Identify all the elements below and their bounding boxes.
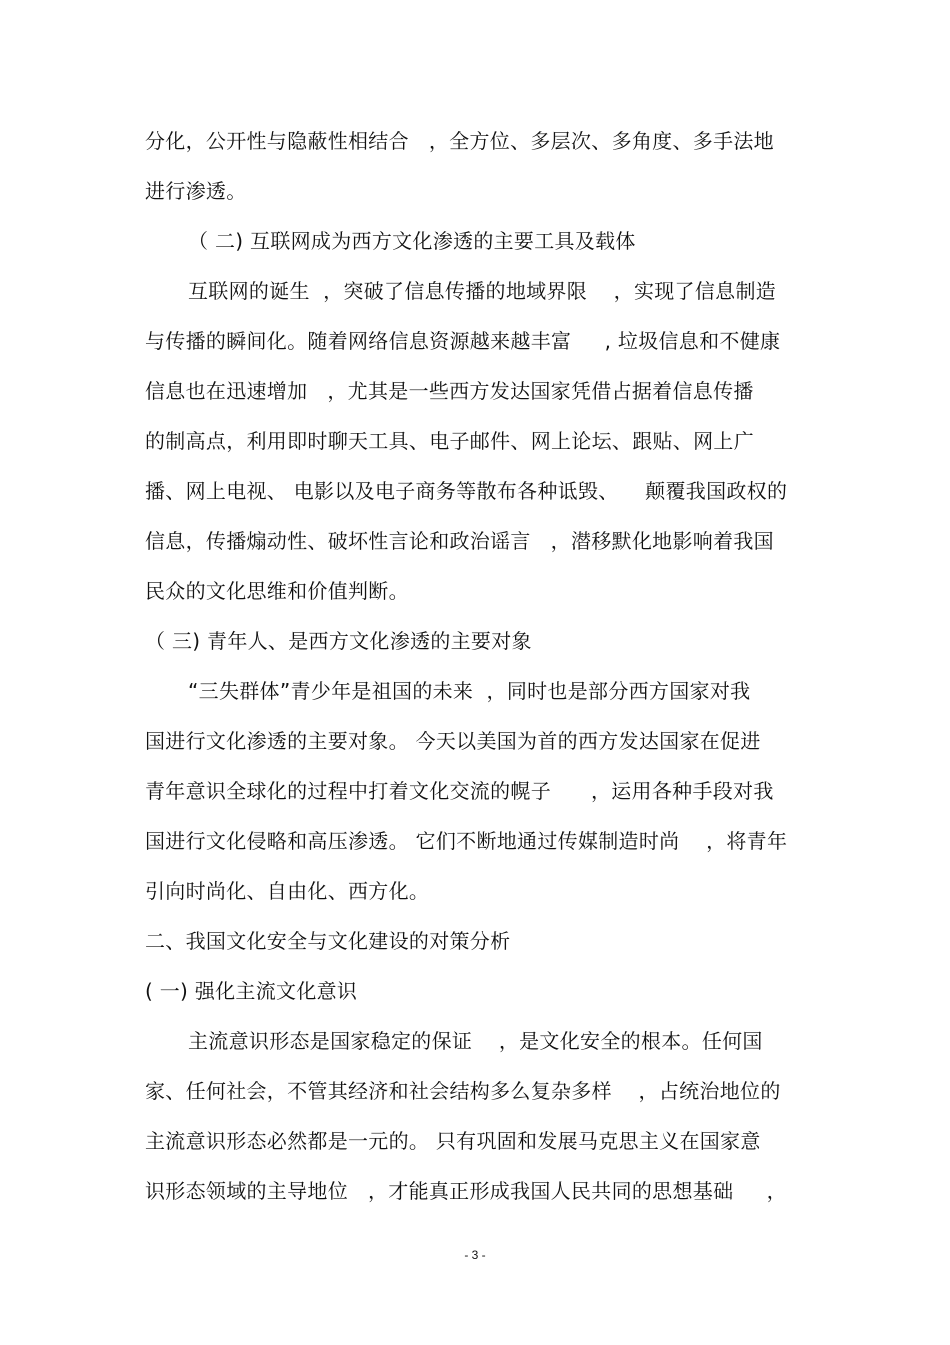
text-line-12: “三失群体”青少年是祖国的未来 ，同时也是部分西方国家对我: [188, 679, 751, 703]
text-line-10: 民众的文化思维和价值判断。: [145, 579, 409, 603]
text-line-19: 主流意识形态是国家稳定的保证 ，是文化安全的根本。任何国: [188, 1029, 763, 1053]
text-line-1: 分化，公开性与隐蔽性相结合 ，全方位、多层次、多角度、多手法地: [145, 129, 774, 153]
text-line-6: 信息也在迅速增加 ，尤其是一些西方发达国家凭借占据着信息传播: [145, 379, 754, 403]
text-line-4: 互联网的诞生 ，突破了信息传播的地域界限 ，实现了信息制造: [188, 279, 777, 303]
text-line-8: 播、网上电视、 电影以及电子商务等散布各种诋毁、 颠覆我国政权的: [145, 479, 788, 503]
text-line-9: 信息，传播煽动性、破坏性言论和政治谣言 ，潜移默化地影响着我国: [145, 529, 774, 553]
text-line-2: 进行渗透。: [145, 179, 247, 203]
text-line-5: 与传播的瞬间化。随着网络信息资源越来越丰富 , 垃圾信息和不健康: [145, 329, 781, 353]
text-line-14: 青年意识全球化的过程中打着文化交流的幌子 ，运用各种手段对我: [145, 779, 774, 803]
text-line-22: 识形态领域的主导地位 ，才能真正形成我国人民共同的思想基础 ，: [145, 1179, 787, 1203]
chapter-heading: 二、我国文化安全与文化建设的对策分析: [145, 929, 511, 953]
text-line-16: 引向时尚化、自由化、西方化。: [145, 879, 430, 903]
text-line-7: 的制高点，利用即时聊天工具、电子邮件、网上论坛、跟贴、网上广: [145, 429, 754, 453]
section-heading-1: ( 一) 强化主流文化意识: [145, 979, 358, 1003]
section-heading-2: （ 二) 互联网成为西方文化渗透的主要工具及载体: [188, 229, 636, 253]
page-number: - 3 -: [464, 1248, 486, 1262]
text-line-20: 家、任何社会，不管其经济和社会结构多么复杂多样 ，占统治地位的: [145, 1079, 781, 1103]
text-line-21: 主流意识形态必然都是一元的。 只有巩固和发展马克思主义在国家意: [145, 1129, 761, 1153]
text-line-15: 国进行文化侵略和高压渗透。 它们不断地通过传媒制造时尚 ，将青年: [145, 829, 788, 853]
section-heading-3: （ 三) 青年人、是西方文化渗透的主要对象: [145, 629, 532, 653]
text-line-13: 国进行文化渗透的主要对象。 今天以美国为首的西方发达国家在促进: [145, 729, 761, 753]
